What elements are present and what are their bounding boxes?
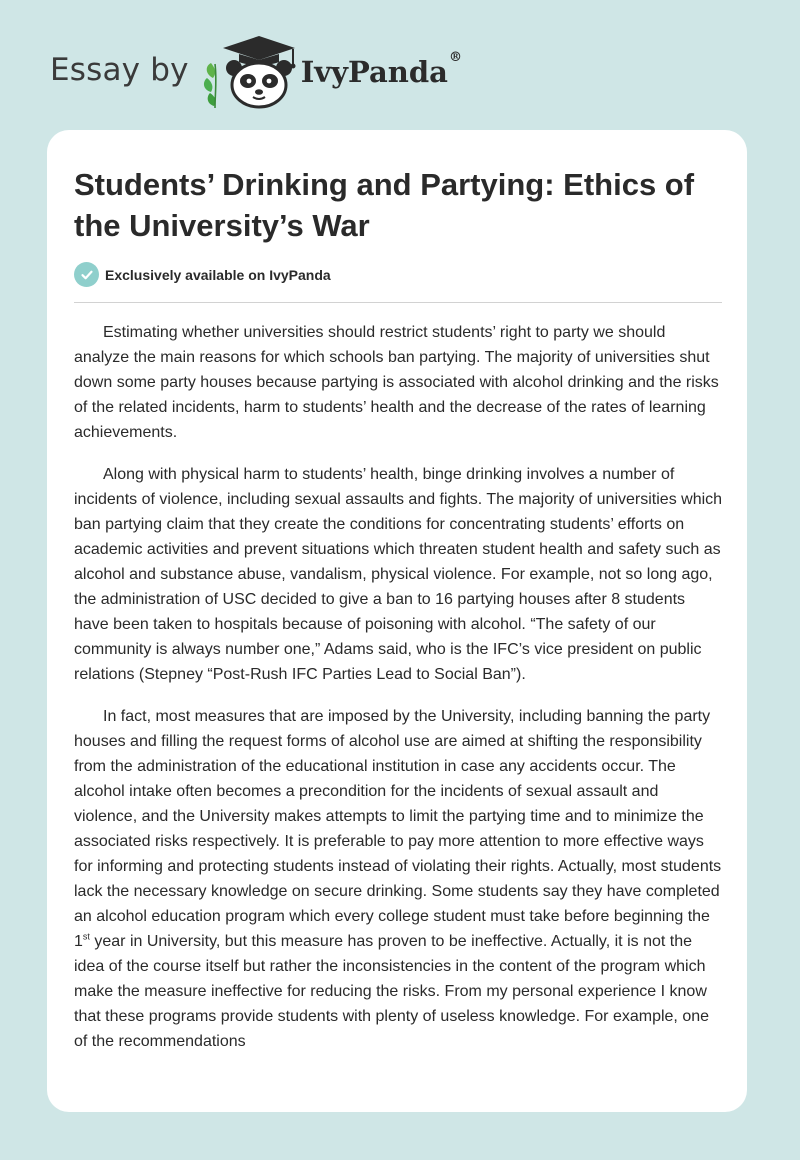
site-header (50, 30, 462, 110)
paragraph-2: Along with physical harm to students’ health, binge drinking involves a number of incidents of violence, including sexual assaults and fights. The majority of universities which ban partying claim that they create the conditions for concentrating students’ efforts on academic activities and prevent situations which threaten student health and safety such as alcohol and substance abuse, vandalism, physical violence. For example, not so long ago, the administration of USC decided to give a ban to 16 partying houses after 8 students have been taken to hospitals because of poisoning with alcohol. “The safety of our community is always number one,” Adams said, who is the IFC’s vice president on public relations (Stepney “Post-Rush IFC Parties Lead to Social Ban”). (74, 466, 723, 683)
ordinal-superscript: st (82, 931, 90, 942)
panda-mascot-icon (201, 30, 301, 110)
paragraph-3 (74, 704, 724, 1054)
paragraph-3-part-2: year in University, but this measure has proven to be ineffective. Actually, it is not the idea of the course itself but rather the inconsistencies in the content of the program which make the measure ineffective for reducing the risks. From my personal experience I know that these programs provide students with plenty of useless knowledge. For example, one of the recommendations (74, 933, 710, 1050)
paragraph-3-part-1: In fact, most measures that are imposed by the University, including banning the party houses and filling the request forms of alcohol use are aimed at shifting the responsibility from the administration of the educational institution in case any accidents occur. The alcohol intake often becomes a precondition for the incidents of sexual assault and violence, and the University makes attempts to limit the partying time and to minimize the associated risks respectively. It is preferable to pay more attention to more effective ways for informing and protecting students instead of violating their rights. Actually, most students lack the necessary knowledge on secure drinking. Some students say they have completed an alcohol education program which every college student must take before beginning the 1 (74, 708, 722, 950)
essay-card (47, 130, 747, 1112)
check-mark-icon (80, 268, 94, 282)
exclusive-label: Exclusively available on IvyPanda (105, 266, 331, 283)
essay-body (74, 320, 724, 1071)
check-circle-icon (74, 262, 99, 287)
registered-mark: ® (448, 50, 462, 66)
brand-name[interactable] (300, 50, 462, 89)
paragraph-1: Estimating whether universities should restrict students’ right to party we should analyze the main reasons for which schools ban partying. The majority of universities shut down some party houses because partying is associated with alcohol drinking and the risks of the related incidents, harm to students’ health and the decrease of the rates of learning achievements. (74, 324, 719, 441)
ivypanda-logo-icon[interactable] (201, 30, 301, 110)
essay-by-label: Essay by (50, 52, 189, 88)
page-title: Students’ Drinking and Partying: Ethics of the University’s War (74, 167, 695, 243)
divider (74, 302, 722, 303)
exclusive-badge (74, 262, 331, 287)
brand-text: IvyPanda (300, 55, 448, 89)
